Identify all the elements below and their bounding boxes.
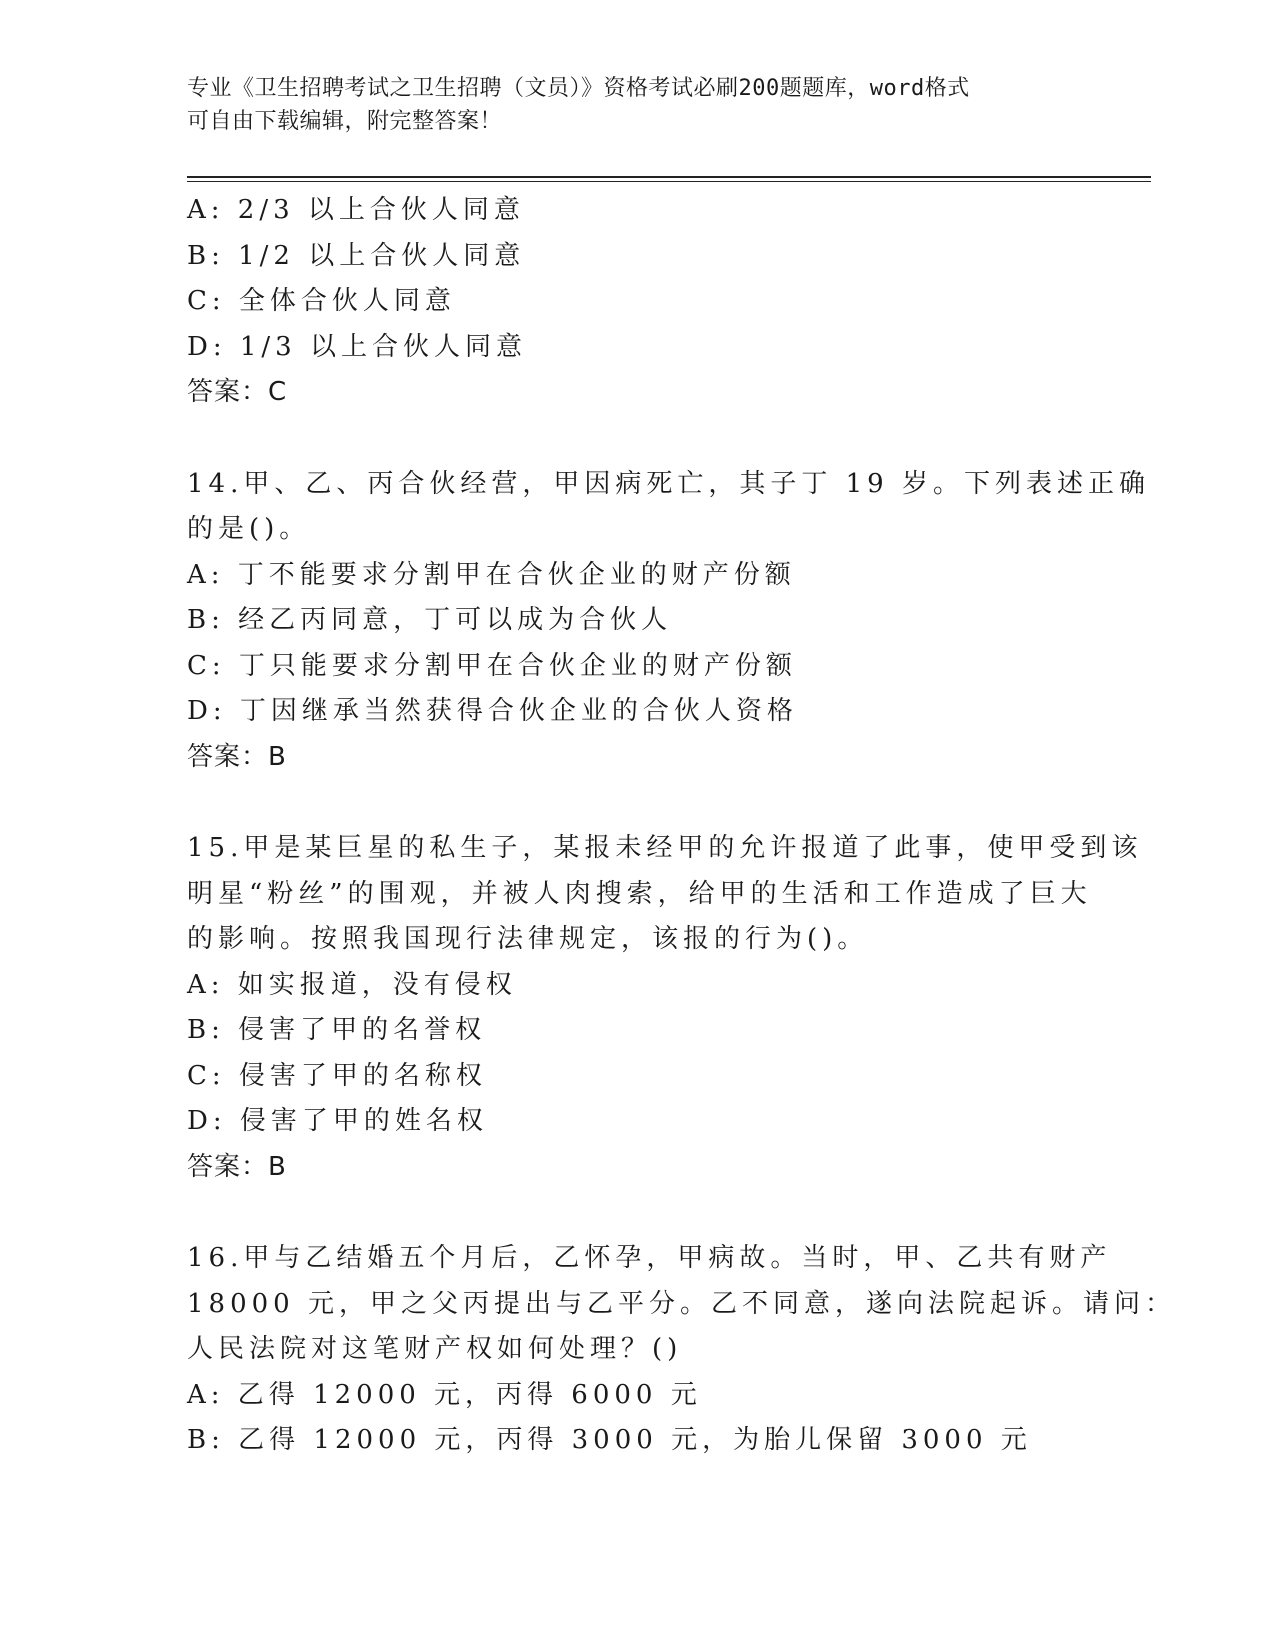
answer: 答案：B	[187, 741, 287, 772]
option-a: A: 丁不能要求分割甲在合伙企业的财产份额	[187, 559, 796, 590]
question-stem-line: 人民法院对这笔财产权如何处理？()	[187, 1334, 683, 1364]
option-c: C: 丁只能要求分割甲在合伙企业的财产份额	[187, 650, 797, 681]
option-b: B: 1/2 以上合伙人同意	[187, 240, 526, 271]
question-stem-line: 18000 元，甲之父丙提出与乙平分。乙不同意，遂向法院起诉。请问：	[187, 1288, 1176, 1319]
question-stem-line: 15.甲是某巨星的私生子，某报未经甲的允许报道了此事，使甲受到该	[187, 833, 1143, 863]
question-14	[187, 462, 1150, 781]
option-b: B: 侵害了甲的名誉权	[187, 1015, 487, 1045]
header-line-1: 专业《卫生招聘考试之卫生招聘（文员）》资格考试必刷200题题库，word格式	[187, 76, 970, 101]
option-b: B: 乙得 12000 元，丙得 3000 元，为胎儿保留 3000 元	[187, 1425, 1032, 1455]
option-c: C: 侵害了甲的名称权	[187, 1060, 487, 1091]
option-d: D: 侵害了甲的姓名权	[187, 1106, 488, 1136]
answer: 答案：C	[187, 377, 288, 407]
question-16	[187, 1236, 1176, 1464]
question-13	[187, 188, 1087, 416]
question-stem-line: 14.甲、乙、丙合伙经营，甲因病死亡，其子丁 19 岁。下列表述正确	[187, 468, 1150, 499]
question-stem-line: 的影响。按照我国现行法律规定，该报的行为()。	[187, 924, 869, 954]
question-stem-line: 的是()。	[187, 514, 311, 544]
option-d: D: 1/3 以上合伙人同意	[187, 331, 527, 362]
option-c: C: 全体合伙人同意	[187, 286, 456, 316]
question-stem-line: 16.甲与乙结婚五个月后，乙怀孕，甲病故。当时，甲、乙共有财产	[187, 1243, 1112, 1273]
option-b: B: 经乙丙同意，丁可以成为合伙人	[187, 605, 673, 635]
answer: 答案：B	[187, 1151, 287, 1182]
option-a: A: 乙得 12000 元，丙得 6000 元	[187, 1379, 702, 1410]
option-a: A: 如实报道，没有侵权	[187, 969, 517, 1000]
option-d: D: 丁因继承当然获得合伙企业的合伙人资格	[187, 696, 798, 726]
header-divider-thin	[187, 181, 1151, 182]
header-divider-thick	[187, 176, 1151, 178]
header-line-2: 可自由下载编辑，附完整答案！	[187, 109, 503, 134]
question-15	[187, 826, 1143, 1190]
document-header	[187, 72, 1067, 138]
option-a: A: 2/3 以上合伙人同意	[187, 195, 525, 225]
document-body	[187, 188, 1176, 1464]
question-stem-line: 明星“粉丝”的围观，并被人肉搜索，给甲的生活和工作造成了巨大	[187, 878, 1092, 909]
